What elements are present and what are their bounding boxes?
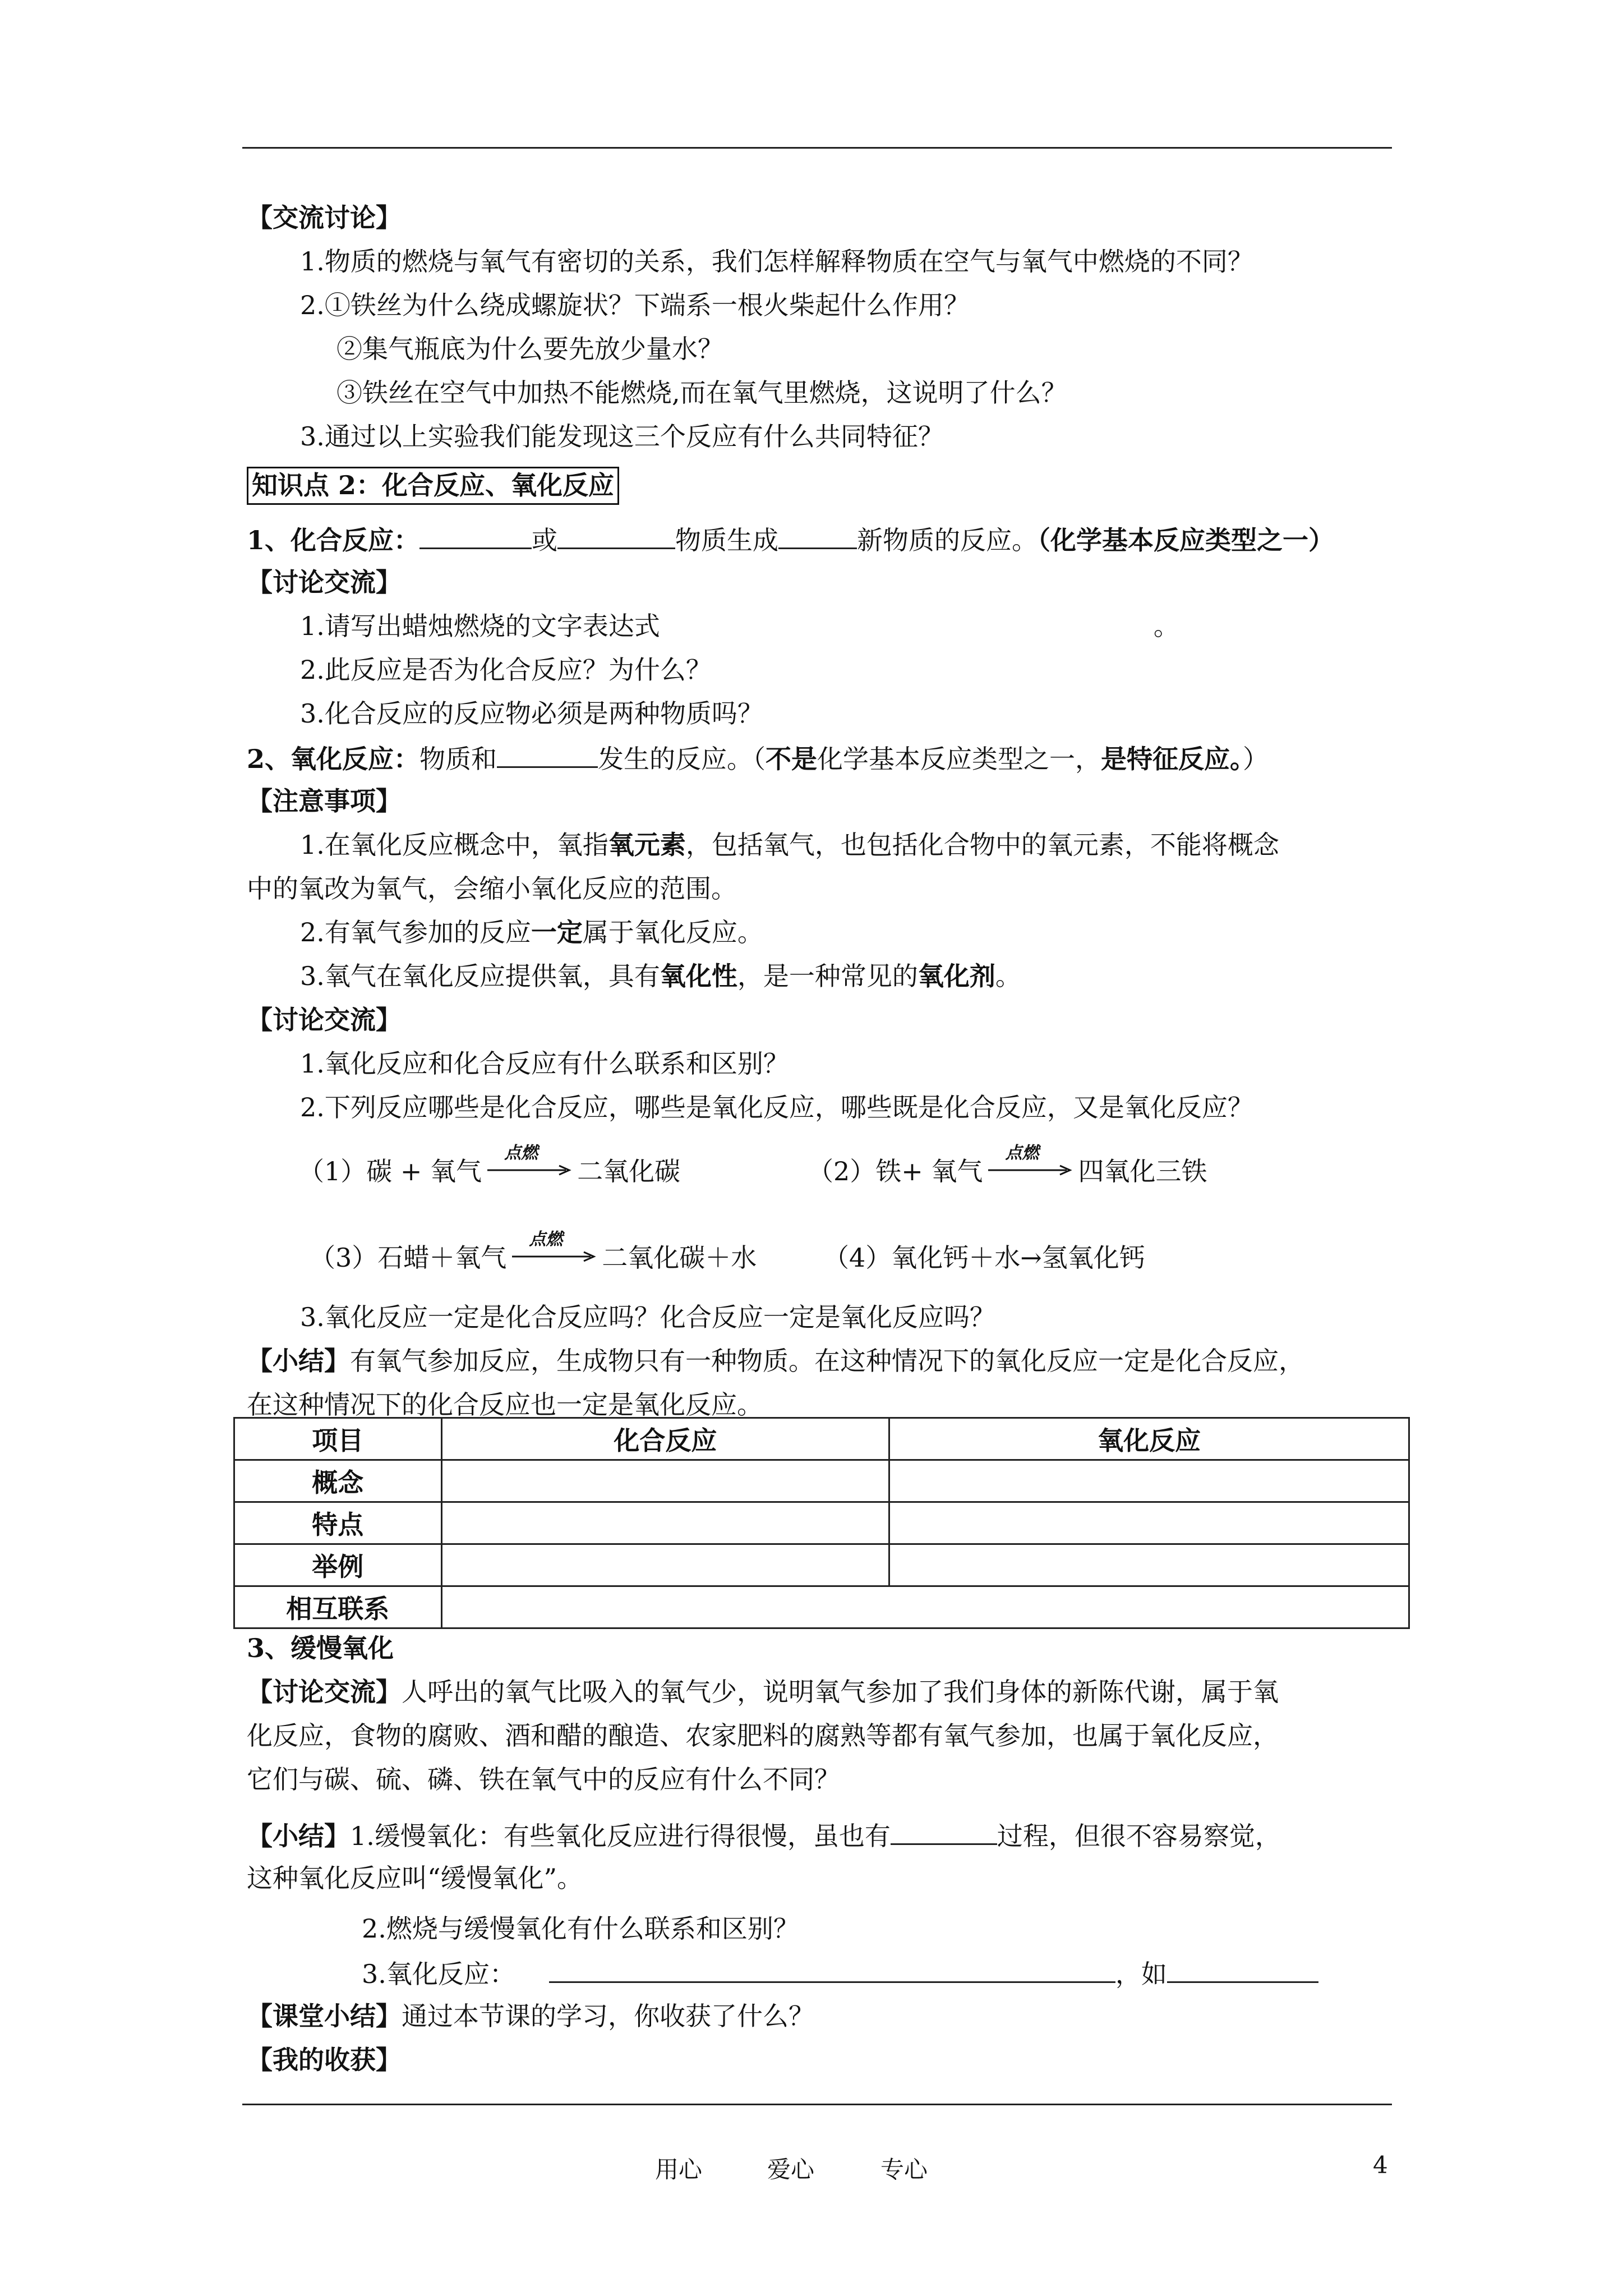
slow-summary1b: 过程，但很不容易察觉， — [997, 1821, 1281, 1851]
footer-rule — [242, 2104, 1392, 2105]
slow-oxidation-title: 3、缓慢氧化 — [247, 1633, 394, 1663]
class-summary-text: 通过本节课的学习，你收获了什么？ — [402, 2001, 814, 2031]
blank-5[interactable] — [891, 1818, 997, 1845]
slow-summary-2: 这种氧化反应叫“缓慢氧化”。 — [247, 1863, 583, 1893]
notice1-c: ，包括氧气，也包括化合物中的氧元素，不能将概念 — [685, 830, 1279, 860]
summary-text1: 有氧气参加反应，生成物只有一种物质。在这种情况下的氧化反应一定是化合反应， — [350, 1346, 1304, 1376]
notice3-b: 氧化性 — [660, 961, 737, 991]
discuss2-q1: 1.氧化反应和化合反应有什么联系和区别？ — [300, 1048, 789, 1079]
slow-summary4a: 3.氧化反应： — [362, 1959, 515, 1989]
reaction-3-left: （3）石蜡＋氧气 — [310, 1243, 507, 1273]
summary-2: 在这种情况下的化合反应也一定是氧化反应。 — [247, 1389, 763, 1420]
table-row — [234, 1586, 1409, 1628]
arrow-label: 点燃 — [529, 1230, 563, 1249]
row-label: 概念 — [234, 1460, 442, 1502]
ox-text2: 发生的反应。（ — [598, 744, 766, 774]
slow-summary1a: 1.缓慢氧化：有些氧化反应进行得很慢，虽也有 — [350, 1821, 891, 1851]
notice2-c: 属于氧化反应。 — [582, 917, 763, 947]
discuss-q1 — [300, 609, 1179, 643]
arrow-icon — [487, 1143, 571, 1180]
reaction-2 — [808, 1143, 1207, 1188]
notice-2 — [300, 915, 763, 949]
reaction-1-left: （1）碳 + 氧气 — [298, 1156, 482, 1186]
slow-discuss1: 人呼出的氧气比吸入的氧气少，说明氧气参加了我们身体的新陈代谢，属于氧 — [402, 1677, 1279, 1707]
row-label: 举例 — [234, 1544, 442, 1586]
notice-title: 【注意事项】 — [247, 786, 402, 816]
slow-summary-title: 【小结】 — [247, 1821, 350, 1851]
notice-1 — [300, 828, 1279, 862]
exchange-q1: 1.物质的燃烧与氧气有密切的关系，我们怎样解释物质在空气与氧气中燃烧的不同？ — [300, 246, 1253, 277]
notice3-d: 氧化剂 — [917, 961, 995, 991]
summary-1 — [247, 1344, 1304, 1378]
ox-close: ） — [1243, 744, 1269, 774]
combination-definition — [247, 522, 1334, 555]
reaction-2-right: 四氧化三铁 — [1078, 1156, 1207, 1186]
table-cell[interactable] — [441, 1502, 889, 1544]
slow-discuss-3: 它们与碳、硫、磷、铁在氧气中的反应有什么不同？ — [247, 1764, 840, 1795]
footer-word-2: 爱心 — [767, 2156, 815, 2183]
slow-discuss-2: 化反应，食物的腐败、酒和醋的酿造、农家肥料的腐熟等都有氧气参加，也属于氧化反应， — [247, 1720, 1279, 1751]
class-summary-title: 【课堂小结】 — [247, 2001, 402, 2031]
combo-mid: 物质生成 — [675, 525, 779, 555]
slow-discuss-1 — [247, 1675, 1279, 1709]
summary-title: 【小结】 — [247, 1346, 350, 1376]
reaction-4: （4）氧化钙＋水→氢氧化钙 — [823, 1243, 1145, 1273]
reaction-1-right: 二氧化碳 — [577, 1156, 681, 1186]
table-row — [234, 1544, 1409, 1586]
arrow-label: 点燃 — [1005, 1143, 1039, 1163]
exchange-q3: 3.通过以上实验我们能发现这三个反应有什么共同特征？ — [300, 421, 944, 452]
notice1-a: 1.在氧化反应概念中，氧指 — [300, 830, 608, 860]
table-row — [234, 1502, 1409, 1544]
footer-word-1: 用心 — [655, 2156, 703, 2183]
discuss-title: 【讨论交流】 — [247, 567, 402, 597]
notice3-e: 。 — [995, 961, 1021, 991]
table-cell[interactable] — [889, 1502, 1409, 1544]
notice3-a: 3.氧气在氧化反应提供氧，具有 — [300, 961, 660, 991]
combo-end: 新物质的反应。 — [857, 525, 1038, 555]
table-row — [234, 1460, 1409, 1502]
row-label: 特点 — [234, 1502, 442, 1544]
header-rule — [242, 147, 1392, 149]
table-header-row — [234, 1418, 1409, 1460]
blank-2[interactable] — [557, 522, 675, 549]
notice-1-cont: 中的氧改为氧气，会缩小氧化反应的范围。 — [247, 873, 737, 904]
comparison-table — [233, 1417, 1410, 1629]
page-number: 4 — [1373, 2151, 1388, 2179]
discuss2-title: 【讨论交流】 — [247, 1005, 402, 1035]
class-summary — [247, 1999, 814, 2033]
oxidation-label: 2、氧化反应： — [247, 744, 420, 774]
ox-text1: 物质和 — [419, 744, 497, 774]
ox-not: 不是 — [766, 744, 818, 774]
table-cell[interactable] — [441, 1586, 1409, 1628]
combo-or: 或 — [532, 525, 558, 555]
reaction-1 — [298, 1143, 681, 1188]
notice2-b: 一定 — [531, 917, 583, 947]
arrow-icon — [988, 1143, 1072, 1180]
table-cell[interactable] — [889, 1460, 1409, 1502]
ox-feature: 是特征反应。 — [1101, 744, 1243, 774]
discuss-q2: 2.此反应是否为化合反应？为什么？ — [300, 655, 712, 685]
reaction-3-right: 二氧化碳＋水 — [602, 1243, 757, 1273]
exchange-q2a: 2.①铁丝为什么绕成螺旋状？下端系一根火柴起什么作用？ — [300, 290, 970, 320]
blank-6[interactable] — [549, 1955, 1115, 1983]
blank-1[interactable] — [419, 522, 532, 549]
arrow-icon — [512, 1230, 596, 1267]
harvest-title: 【我的收获】 — [247, 2045, 402, 2075]
notice2-a: 2.有氧气参加的反应 — [300, 917, 531, 947]
table-cell[interactable] — [441, 1460, 889, 1502]
combination-label: 1、化合反应： — [247, 525, 420, 555]
blank-7[interactable] — [1167, 1955, 1318, 1983]
table-header-cell: 氧化反应 — [889, 1418, 1409, 1460]
slow-discuss-title: 【讨论交流】 — [247, 1677, 402, 1707]
notice1-b: 氧元素 — [608, 830, 686, 860]
reaction-3 — [310, 1230, 757, 1274]
exchange-title: 【交流讨论】 — [247, 203, 402, 233]
discuss-q1-end: 。 — [1153, 611, 1179, 641]
exchange-q2c: ③铁丝在空气中加热不能燃烧,而在氧气里燃烧，这说明了什么？ — [336, 378, 1067, 408]
blank-4[interactable] — [497, 740, 598, 768]
knowledge-point-box: 知识点 2：化合反应、氧化反应 — [247, 467, 619, 505]
arrow-label: 点燃 — [504, 1143, 538, 1163]
footer-word-3: 专心 — [880, 2156, 928, 2183]
row-label: 相互联系 — [234, 1586, 442, 1628]
table-cell[interactable] — [889, 1544, 1409, 1586]
discuss-q1-text: 1.请写出蜡烛燃烧的文字表达式 — [300, 611, 660, 641]
exchange-q2b: ②集气瓶底为什么要先放少量水？ — [336, 334, 723, 364]
table-header-cell: 化合反应 — [441, 1418, 889, 1460]
table-cell[interactable] — [441, 1544, 889, 1586]
slow-summary-1 — [247, 1818, 1281, 1851]
oxidation-definition — [247, 740, 1269, 774]
slow-summary4b: ，如 — [1115, 1959, 1167, 1989]
reaction-2-left: （2）铁+ 氧气 — [808, 1156, 983, 1186]
slow-summary-3: 2.燃烧与缓慢氧化有什么联系和区别？ — [362, 1913, 799, 1944]
notice-3 — [300, 959, 1021, 993]
combo-note: （化学基本反应类型之一） — [1038, 525, 1335, 555]
ox-text3: 化学基本反应类型之一， — [817, 744, 1101, 774]
table-header-cell: 项目 — [234, 1418, 442, 1460]
blank-3[interactable] — [778, 522, 857, 549]
notice3-c: ，是一种常见的 — [737, 961, 918, 991]
discuss2-q3: 3.氧化反应一定是化合反应吗？化合反应一定是氧化反应吗？ — [300, 1302, 995, 1332]
discuss-q3: 3.化合反应的反应物必须是两种物质吗？ — [300, 698, 763, 729]
slow-summary-4 — [362, 1955, 1318, 1989]
discuss2-q2: 2.下列反应哪些是化合反应，哪些是氧化反应，哪些既是化合反应，又是氧化反应？ — [300, 1092, 1253, 1122]
